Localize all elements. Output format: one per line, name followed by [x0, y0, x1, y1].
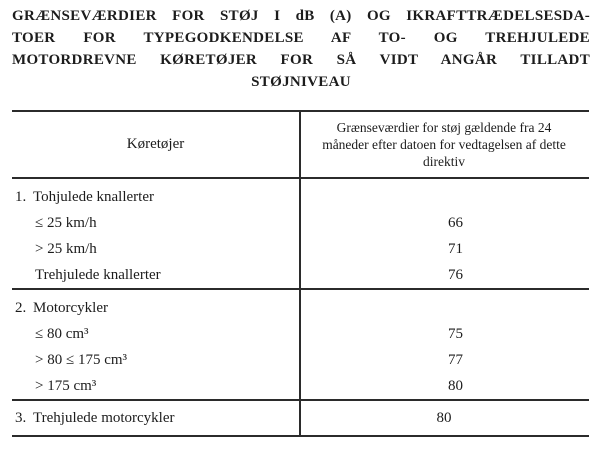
- limit-value-cell: [299, 295, 589, 321]
- limit-value-cell: [299, 184, 589, 210]
- row-label: Tohjulede knallerter: [33, 189, 154, 205]
- vehicle-category-cell: [12, 347, 322, 373]
- row-label: Motorcykler: [33, 300, 108, 316]
- title-line: MOTORDREVNE KØRETØJER FOR SÅ VIDT ANGÅR TILLADT: [12, 52, 590, 68]
- row-label: ≤ 25 km/h: [35, 215, 97, 231]
- vehicle-category-cell: [12, 295, 299, 321]
- title-line: STØJNIVEAU: [251, 74, 351, 90]
- limit-value-cell: 71: [448, 241, 463, 257]
- limit-value-cell: 80: [448, 378, 463, 394]
- row-label: > 175 cm³: [35, 378, 97, 394]
- column-header-vehicles: Køretøjer: [126, 136, 185, 152]
- limit-value-cell: 77: [448, 352, 463, 368]
- row-number: 1.: [15, 189, 27, 205]
- vehicle-category-cell: [12, 184, 299, 210]
- row-label: > 80 ≤ 175 cm³: [35, 352, 128, 368]
- row-label: Trehjulede knallerter: [35, 267, 161, 283]
- noise-limits-table: [12, 110, 589, 437]
- limit-value-cell: 75: [448, 326, 463, 342]
- table-column-divider: [299, 112, 301, 435]
- row-label: ≤ 80 cm³: [35, 326, 89, 342]
- vehicle-category-cell: [12, 321, 322, 347]
- row-number: 3.: [15, 410, 27, 426]
- document-title: [12, 5, 590, 93]
- column-header-limits: Grænseværdier for støj gældende fra 24 måneder efter datoen for vedtagelsen af dette direktiv: [322, 120, 566, 169]
- limit-value-cell: 80: [436, 410, 452, 426]
- vehicle-category-cell: [12, 373, 322, 399]
- row-number: 2.: [15, 300, 27, 316]
- title-line: TOER FOR TYPEGODKENDELSE AF TO- OG TREHJULEDE: [12, 30, 590, 46]
- title-line: GRÆNSEVÆRDIER FOR STØJ I dB (A) OG IKRAFTTRÆDELSESDA-: [12, 8, 590, 24]
- limit-value-cell: 76: [448, 267, 463, 283]
- vehicle-category-cell: [12, 210, 322, 236]
- row-label: Trehjulede motorcykler: [33, 410, 175, 426]
- vehicle-category-cell: [12, 262, 322, 288]
- row-label: > 25 km/h: [35, 241, 97, 257]
- vehicle-category-cell: [12, 405, 299, 431]
- limit-value-cell: 66: [448, 215, 463, 231]
- vehicle-category-cell: [12, 236, 322, 262]
